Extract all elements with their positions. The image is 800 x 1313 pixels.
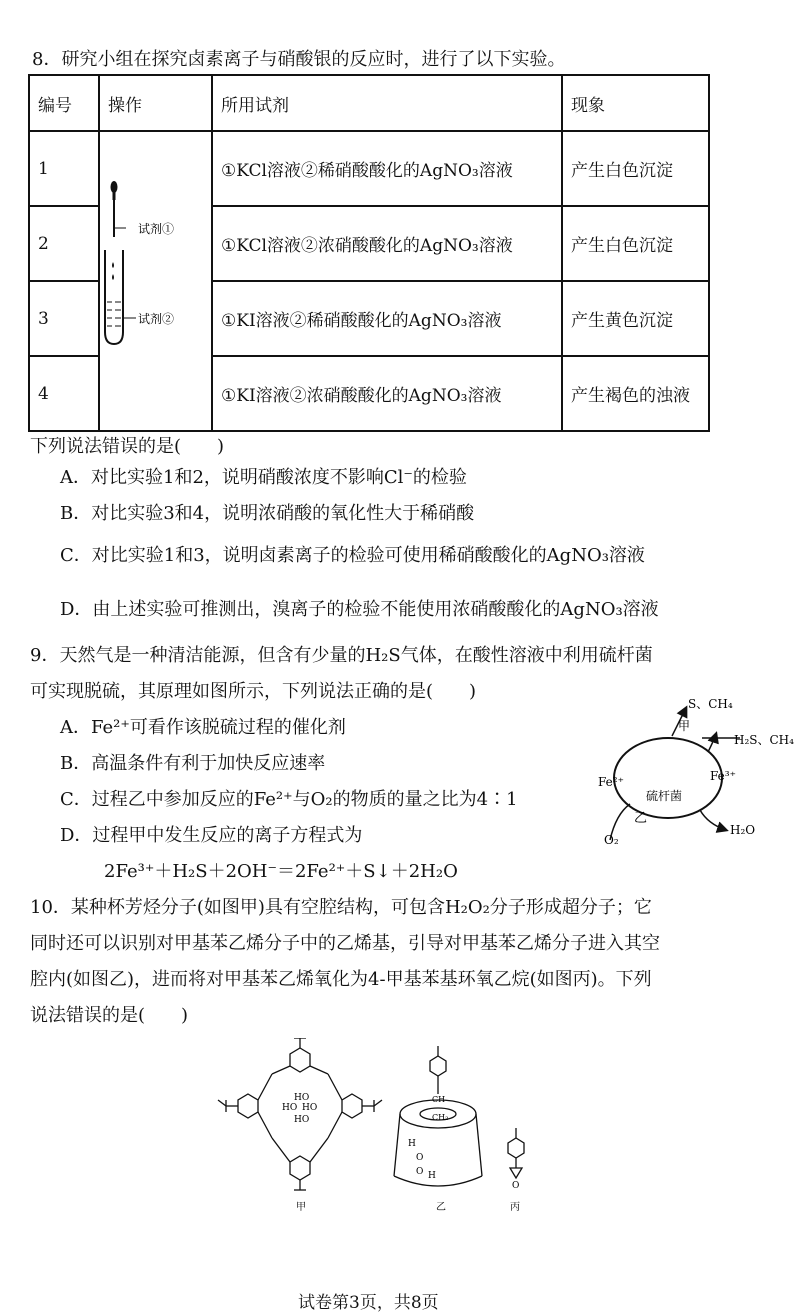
figure-jia-structure <box>218 1038 382 1190</box>
page-footer: 试卷第3页，共8页 <box>298 1293 439 1313</box>
header-operation: 操作 <box>99 75 212 131</box>
row-reagent: ①KCl溶液②浓硝酸酸化的AgNO₃溶液 <box>212 206 562 281</box>
diagram-right-in: H₂S、CH₄ <box>734 733 794 747</box>
row-no: 1 <box>29 131 99 206</box>
q10-line-1: 10．某种杯芳烃分子(如图甲)具有空腔结构，可包含H₂O₂分子形成超分子；它 <box>30 897 652 918</box>
table-row <box>29 131 709 206</box>
header-phenomenon: 现象 <box>562 75 709 131</box>
row-no: 2 <box>29 206 99 281</box>
row-phenomenon: 产生白色沉淀 <box>562 131 709 206</box>
diagram-top-out: S、CH₄ <box>688 697 733 711</box>
diagram-o2: O₂ <box>604 833 619 847</box>
header-reagent: 所用试剂 <box>212 75 562 131</box>
operation-figure-cell <box>99 131 212 431</box>
q8-option-d: D．由上述实验可推测出，溴离子的检验不能使用浓硝酸酸化的AgNO₃溶液 <box>60 599 659 620</box>
calixarene-figures <box>210 1038 550 1218</box>
row-phenomenon: 产生黄色沉淀 <box>562 281 709 356</box>
yi-o-1: O <box>416 1153 424 1163</box>
test-tube-figure <box>100 132 195 424</box>
desulfurization-diagram <box>590 690 795 850</box>
q8-option-c: C．对比实验1和3，说明卤素离子的检验可使用稀硝酸酸化的AgNO₃溶液 <box>60 545 645 566</box>
figure-label-jia: 甲 <box>296 1202 306 1213</box>
diagram-yi: 乙 <box>634 811 648 826</box>
q9-equation: 2Fe³⁺＋H₂S＋2OH⁻＝2Fe²⁺＋S↓＋2H₂O <box>104 861 458 882</box>
q10-line-3: 腔内(如图乙)，进而将对甲基苯乙烯氧化为4-甲基苯基环氧乙烷(如图丙)。下列 <box>30 969 652 990</box>
diagram-fe3: Fe³⁺ <box>710 769 736 783</box>
q9-option-b: B．高温条件有利于加快反应速率 <box>60 753 326 774</box>
q8-stem: 下列说法错误的是( ) <box>30 436 225 457</box>
yi-ch: CH <box>432 1095 446 1104</box>
q10-line-4: 说法错误的是( ) <box>30 1005 189 1026</box>
diagram-fe2: Fe²⁺ <box>598 775 624 789</box>
q8-option-a: A．对比实验1和2，说明硝酸浓度不影响Cl⁻的检验 <box>60 467 467 488</box>
yi-ch2: CH₂ <box>432 1113 449 1122</box>
q9-line-1: 9．天然气是一种清洁能源，但含有少量的H₂S气体，在酸性溶液中利用硫杆菌 <box>30 645 653 666</box>
yi-h-1: H <box>408 1139 416 1149</box>
q9-option-a: A．Fe²⁺可看作该脱硫过程的催化剂 <box>60 717 346 738</box>
yi-o-2: O <box>416 1167 424 1177</box>
row-no: 4 <box>29 356 99 431</box>
diagram-jia: 甲 <box>678 719 691 733</box>
figure-label-bing: 丙 <box>510 1202 520 1213</box>
row-no: 3 <box>29 281 99 356</box>
q9-option-d: D．过程甲中发生反应的离子方程式为 <box>60 825 363 846</box>
q9-line-2: 可实现脱硫，其原理如图所示，下列说法正确的是( ) <box>30 681 477 702</box>
row-reagent: ①KI溶液②浓硝酸酸化的AgNO₃溶液 <box>212 356 562 431</box>
reagent-2-label: 试剂② <box>138 312 175 326</box>
jia-oh-3: HO <box>294 1093 310 1103</box>
header-no: 编号 <box>29 75 99 131</box>
q8-option-b: B．对比实验3和4，说明浓硝酸的氧化性大于稀硝酸 <box>60 503 475 524</box>
row-phenomenon: 产生褐色的浊液 <box>562 356 709 431</box>
row-phenomenon: 产生白色沉淀 <box>562 206 709 281</box>
row-reagent: ①KCl溶液②稀硝酸酸化的AgNO₃溶液 <box>212 131 562 206</box>
bing-o: O <box>512 1181 520 1191</box>
jia-oh-1: HO <box>282 1103 298 1113</box>
diagram-bacteria: 硫杆菌 <box>646 789 683 803</box>
experiment-table <box>28 74 710 432</box>
diagram-h2o: H₂O <box>730 823 756 837</box>
figure-bing-structure <box>508 1128 524 1178</box>
q9-option-c: C．过程乙中参加反应的Fe²⁺与O₂的物质的量之比为4∶1 <box>60 789 518 810</box>
row-reagent: ①KI溶液②稀硝酸酸化的AgNO₃溶液 <box>212 281 562 356</box>
reagent-1-label: 试剂① <box>138 222 175 236</box>
jia-oh-2: HO <box>302 1103 318 1113</box>
q8-title: 8．研究小组在探究卤素离子与硝酸银的反应时，进行了以下实验。 <box>32 49 566 70</box>
q10-line-2: 同时还可以识别对甲基苯乙烯分子中的乙烯基，引导对甲基苯乙烯分子进入其空 <box>30 933 660 954</box>
figure-label-yi: 乙 <box>436 1202 446 1213</box>
jia-oh-4: HO <box>294 1115 310 1125</box>
yi-h-2: H <box>428 1171 436 1181</box>
table-header-row <box>29 75 709 131</box>
